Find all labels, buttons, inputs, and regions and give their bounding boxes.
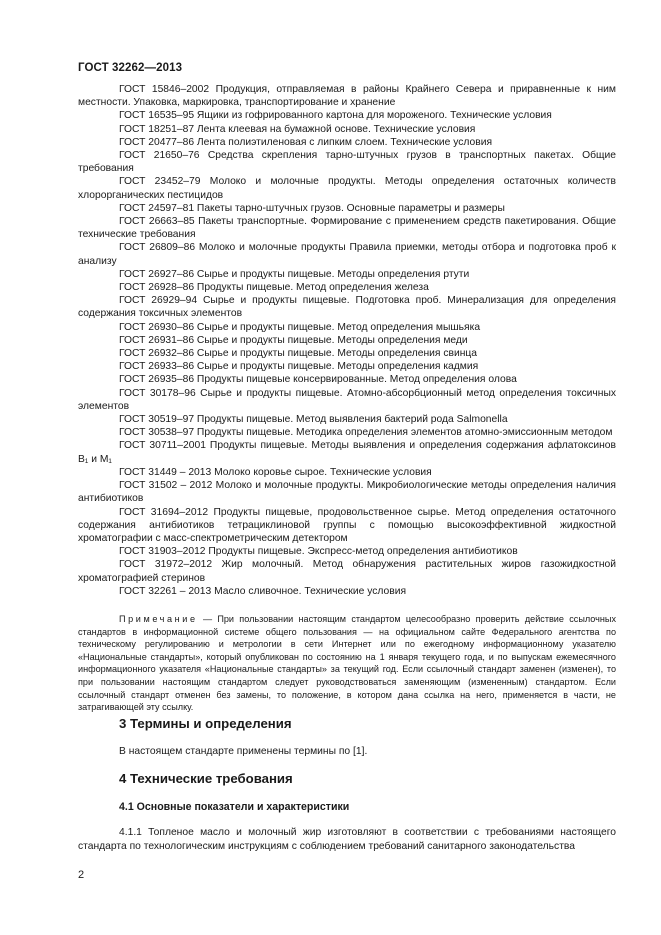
reference-item: ГОСТ 15846–2002 Продукция, отправляемая в районы Крайнего Севера и приравненные к ним местности. Упаковка, маркировка, транспортирование и хранение [78,84,616,109]
reference-item: ГОСТ 18251–87 Лента клеевая на бумажной основе. Технические условия [119,123,476,135]
section-3-text: В настоящем стандарте применены термины по [1]. [119,746,368,757]
reference-item: ГОСТ 23452–79 Молоко и молочные продукты. Методы определения остаточных количеств хлорорганических пестицидов [78,176,616,201]
reference-item: ГОСТ 26933–86 Сырье и продукты пищевые. Методы определения кадмия [119,361,479,373]
reference-item: ГОСТ 26928–86 Продукты пищевые. Метод определения железа [119,282,429,294]
reference-item: ГОСТ 31502 – 2012 Молоко и молочные продукты. Микробиологические методы определения наличия антибиотиков [78,480,616,505]
section-4-1-title: 4.1 Основные показатели и характеристики [119,801,350,813]
reference-item: ГОСТ 21650–76 Средства скрепления тарно-штучных грузов в транспортных пакетах. Общие требования [78,150,616,175]
reference-item: ГОСТ 20477–86 Лента полиэтиленовая с липким слоем. Технические условия [119,136,493,148]
note-text: — При пользовании настоящим стандартом целесообразно проверить действие ссылочных стандартов в информационной системе общего пользования — на официальном сайте Федерального агентства по техническому регулированию и метрологии в сети Интернет или по ежегодному информационному указателю «Национальные стандарты», который опубликован по состоянию на 1 января текущего года, и по выпускам ежемесячного информационного указателя «Национальные стандарты» за текущий год. Если ссылочный стандарт заменен (изменен), то при пользовании настоящим стандартом следует руководствоваться заменяющим (измененным) стандартом. Если ссылочный стандарт отменен без замены, то положение, в котором дана ссылка на него, применяется в части, не затрагивающей эту ссылку. [78,614,616,713]
reference-item: ГОСТ 31449 – 2013 Молоко коровье сырое. Технические условия [119,466,432,478]
document-header: ГОСТ 32262—2013 [78,62,183,74]
reference-item: ГОСТ 24597–81 Пакеты тарно-штучных грузов. Основные параметры и размеры [119,202,505,214]
section-4-title: 4 Технические требования [119,771,293,786]
reference-item: ГОСТ 30711–2001 Продукты пищевые. Методы выявления и определения содержания афлатоксинов B₁ и M₁ [78,440,616,465]
note-lead: Примечание [119,614,198,624]
reference-item: ГОСТ 30538–97 Продукты пищевые. Методика определения элементов атомно-эмиссионным методом [119,427,613,439]
reference-item: ГОСТ 31972–2012 Жир молочный. Метод обнаружения растительных жиров газожидкостной хроматографией стеринов [78,559,616,584]
reference-item: ГОСТ 26927–86 Сырье и продукты пищевые. Методы определения ртути [119,268,470,280]
reference-note [78,613,616,714]
reference-item: ГОСТ 30519–97 Продукты пищевые. Метод выявления бактерий рода Salmonella [119,414,508,426]
reference-item: ГОСТ 32261 – 2013 Масло сливочное. Технические условия [119,585,407,597]
normative-references [78,83,616,598]
section-3-title: 3 Термины и определения [119,716,292,731]
reference-item: ГОСТ 26663–85 Пакеты транспортные. Формирование с применением средств пакетирования. Общие технические требования [78,216,616,241]
reference-item: ГОСТ 26929–94 Сырье и продукты пищевые. Подготовка проб. Минерализация для определения содержания токсичных элементов [78,295,616,320]
reference-item: ГОСТ 26935–86 Продукты пищевые консервированные. Метод определения олова [119,374,517,386]
reference-item: ГОСТ 31694–2012 Продукты пищевые, продовольственное сырье. Метод определения остаточного содержания антибиотиков тетрациклиновой группы с помощью высокоэффективной жидкостной хроматографии с масс-спектрометрическим детектором [78,506,616,544]
reference-item: ГОСТ 31903–2012 Продукты пищевые. Экспресс-метод определения антибиотиков [119,546,518,558]
reference-item: ГОСТ 26809–86 Молоко и молочные продукты Правила приемки, методы отбора и подготовка проб к анализу [78,242,616,267]
page-number: 2 [78,869,85,881]
section-4-1-1-text: 4.1.1 Топленое масло и молочный жир изготовляют в соответствии с требованиями настоящего стандарта по технологическим инструкциям с соблюдением требований санитарного законодательства [78,827,616,852]
reference-item: ГОСТ 26930–86 Сырье и продукты пищевые. Метод определения мышьяка [119,321,481,333]
reference-item: ГОСТ 30178–96 Сырье и продукты пищевые. Атомно-абсорбционный метод определения токсичных элементов [78,387,616,412]
reference-item: ГОСТ 26931–86 Сырье и продукты пищевые. Методы определения меди [119,334,468,346]
reference-item: ГОСТ 26932–86 Сырье и продукты пищевые. Методы определения свинца [119,348,478,360]
reference-item: ГОСТ 16535–95 Ящики из гофрированного картона для мороженого. Технические условия [119,110,552,122]
